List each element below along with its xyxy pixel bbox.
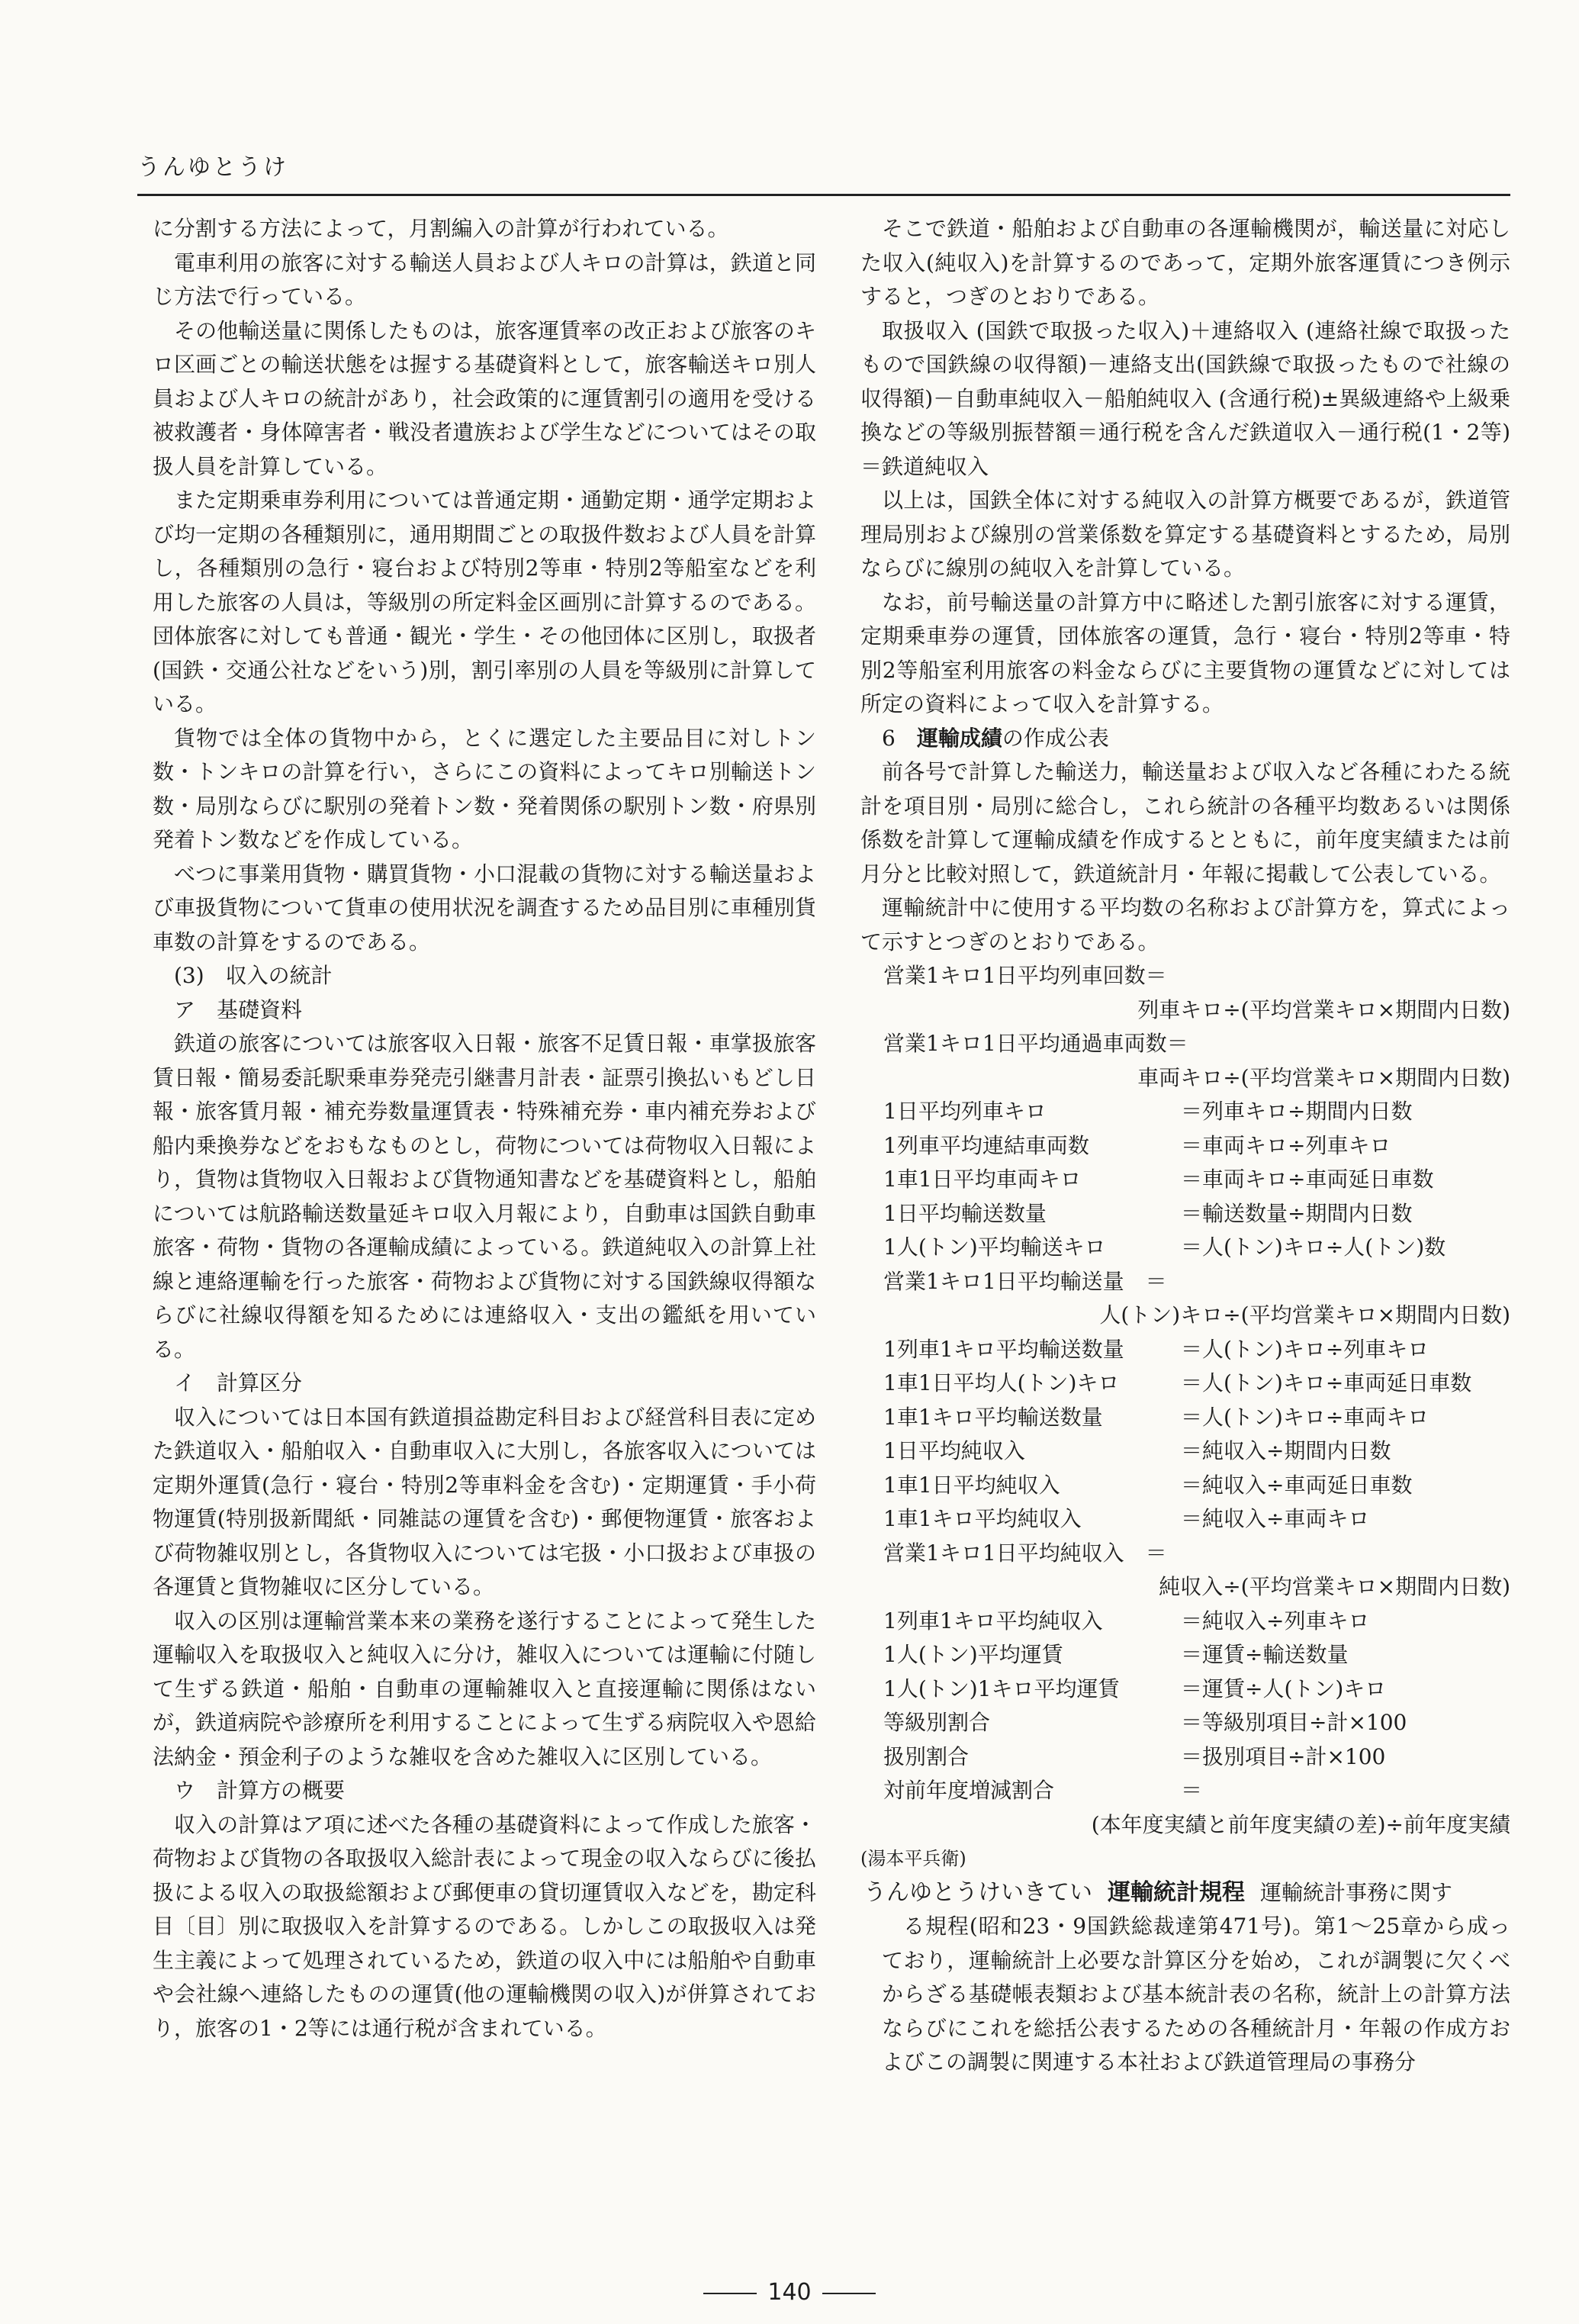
paragraph: 貨物では全体の貨物中から，とくに選定した主要品目に対しトン数・トンキロの計算を行い，さらにこの資料によってキロ別輸送トン数・局別ならびに駅別の発着トン数・発着関係の駅別トン数・府県別発着トン数などを作成している。 [153,725,816,852]
formula-row [860,1469,1510,1503]
author-credit: (湯本平兵衛) [860,1848,966,1869]
formula-head: 営業1キロ1日平均通過車両数＝ [883,1031,1188,1056]
subsection-heading: ウ 計算方の概要 [174,1778,346,1803]
section-title-rest: の作成公表 [1002,725,1109,751]
formula-row [860,1672,1510,1707]
formula-row [860,1231,1510,1265]
formula-lhs: 等級別割合 [883,1710,991,1735]
header-rule [137,194,1510,196]
page-number: 140 [767,2279,812,2306]
formula-lhs: 1人(トン)平均運賃 [883,1642,1063,1667]
paragraph: に分割する方法によって，月割編入の計算が行われている。 [153,216,729,241]
entry-text: 運輸統計事務に関す [1260,1879,1453,1905]
paragraph: 取扱収入 (国鉄で取扱った収入)＋連絡収入 (連絡社線で取扱ったもので国鉄線の収得額)－連絡支出(国鉄線で取扱ったもので社線の収得額)－自動車純収入－船舶純収入 (含通行税)±異級連絡や上級乗換などの等級別振替額＝通行税を含んだ鉄道収入－通行税(1・2等)＝鉄道純収入 [860,317,1510,479]
formula-row [860,1197,1510,1231]
formula-lhs: 1車1キロ平均輸送数量 [883,1404,1103,1430]
right-column [860,212,1510,2080]
formula-row [860,1333,1510,1367]
formula-continuation: 人(トン)キロ÷(平均営業キロ×期間内日数) [1099,1302,1510,1328]
formula-rhs: ＝人(トン)キロ÷車両キロ [1181,1404,1429,1430]
section-title-bold: 運輸成績 [916,725,1002,751]
paragraph: 収入の計算はア項に述べた各種の基礎資料によって作成した旅客・荷物および貨物の各取扱収入総計表によって現金の収入ならびに後払扱による収入の取扱総額および郵便車の貸切運賃収入などを，勘定科目〔目〕別に取扱収入を計算するのである。しかしこの取扱収入は発生主義によって処理されているため，鉄道の収入中には船舶や自動車や会社線へ連絡したものの運賃(他の運輸機関の収入)が併算されており，旅客の1・2等には通行税が含まれている。 [153,1811,816,2041]
subsection-heading: ア 基礎資料 [174,996,303,1022]
formula-rhs: ＝車両キロ÷列車キロ [1181,1132,1391,1158]
formula-row [860,1605,1510,1639]
paragraph: 鉄道の旅客については旅客収入日報・旅客不足賃日報・車掌扱旅客賃日報・簡易委託駅乗車券発売引継書月計表・証票引換払いもどし日報・旅客賃月報・補充券数量運賃表・特殊補充券・車内補充券および船内乗換券などをおもなものとし，荷物については荷物収入日報により，貨物は貨物収入日報および貨物通知書などを基礎資料とし，船舶については航路輸送数量延キロ収入月報により，自動車は国鉄自動車旅客・荷物・貨物の各運輸成績によっている。鉄道純収入の計算上社線と連絡運輸を行った旅客・荷物および貨物に対する国鉄線収得額ならびに社線収得額を知るためには連絡収入・支出の鑑紙を用いている。 [153,1031,816,1362]
paragraph: その他輸送量に関係したものは，旅客運賃率の改正および旅客のキロ区画ごとの輸送状態をは握する基礎資料として，旅客輸送キロ別人員および人キロの統計があり，社会政策的に運賃割引の適用を受ける被救護者・身体障害者・戦没者遺族および学生などについてはその取扱人員を計算している。 [153,317,816,479]
formula-row [860,1706,1510,1740]
paragraph: 前各号で計算した輸送力，輸送量および収入など各種にわたる統計を項目別・局別に総合し，これら統計の各種平均数あるいは関係係数を計算して運輸成績を作成するとともに，前年度実績または前月分と比較対照して，鉄道統計月・年報に掲載して公表している。 [860,759,1510,887]
formula-rhs: ＝列車キロ÷期間内日数 [1181,1099,1413,1124]
formula-row [860,1434,1510,1469]
formula-head: 営業1キロ1日平均純収入 ＝ [883,1540,1167,1566]
formula-rows [860,1095,1510,1265]
formula-row [860,1774,1510,1808]
formula-lhs: 1車1日平均人(トン)キロ [883,1370,1120,1395]
dictionary-entry [842,1876,1510,1910]
formula-head: 営業1キロ1日平均輸送量 ＝ [883,1268,1167,1294]
section-heading: (3) 収入の統計 [174,963,333,988]
formula-rhs: ＝人(トン)キロ÷車両延日車数 [1181,1370,1472,1395]
formula-rhs: ＝輸送数量÷期間内日数 [1181,1200,1413,1226]
formula-row [860,1740,1510,1775]
formula-row [860,1366,1510,1401]
running-title: うんゆとうけ [137,154,288,181]
section-number: 6 [882,725,896,751]
formula-rhs: ＝純収入÷列車キロ [1181,1608,1370,1634]
formula-lhs: 1車1キロ平均純収入 [883,1506,1082,1531]
formula-lhs: 扱別割合 [883,1743,970,1769]
formula-row [860,1502,1510,1537]
left-column [153,212,816,2046]
formula-lhs: 対前年度増減割合 [883,1778,1055,1803]
formula-rhs: ＝純収入÷車両延日車数 [1181,1472,1413,1498]
formula-rhs: ＝ [1181,1778,1203,1803]
formula-block [860,959,1510,1842]
formula-row [860,1129,1510,1164]
footer-dash-right [822,2293,876,2294]
dictionary-entry-body: る規程(昭和23・9国鉄総裁達第471号)。第1～25章から成っており，運輸統計上必要な計算区分を始め，これが調製に欠くべからざる基礎帳表類および基本統計表の名称，統計上の計算方法ならびにこれを総括公表するための各種統計月・年報の作成方およびこの調製に関連する本社および鉄道管理局の事務分 [882,1914,1510,2075]
formula-lhs: 1日平均列車キロ [883,1099,1047,1124]
paragraph: 収入については日本国有鉄道損益勘定科目および経営科目表に定めた鉄道収入・船舶収入・自動車収入に大別し，各旅客収入については定期外運賃(急行・寝台・特別2等車料金を含む)・定期運賃・手小荷物運賃(特別扱新聞紙・同雑誌の運賃を含む)・郵便物運賃・旅客および荷物雑収別とし，各貨物収入については宅扱・小口扱および車扱の各運賃と貨物雑収に区分している。 [153,1404,816,1599]
formula-rhs: ＝人(トン)キロ÷列車キロ [1181,1336,1429,1362]
section-heading [860,722,1510,756]
formula-row [860,1095,1510,1129]
paragraph: なお，前号輸送量の計算方中に略述した割引旅客に対する運賃，定期乗車券の運賃，団体旅客の運賃，急行・寝台・特別2等車・特別2等船室利用旅客の料金ならびに主要貨物の運賃などに対しては所定の資料によって収入を計算する。 [860,589,1510,716]
page-footer [0,2277,1579,2308]
formula-continuation: 純収入÷(平均営業キロ×期間内日数) [1159,1574,1510,1599]
formula-head: 営業1キロ1日平均列車回数＝ [883,963,1167,988]
formula-continuation: (本年度実績と前年度実績の差)÷前年度実績 [1091,1811,1510,1837]
formula-continuation: 車両キロ÷(平均営業キロ×期間内日数) [1137,1064,1510,1090]
formula-rows [860,1605,1510,1808]
paragraph: また定期乗車券利用については普通定期・通勤定期・通学定期および均一定期の各種類別に，通用期間ごとの取扱件数および人員を計算し，各種類別の急行・寝台および特別2等車・特別2等船室などを利用した旅客の人員は，等級別の所定料金区画別に計算するのである。団体旅客に対しても普通・観光・学生・その他団体に区別し，取扱者(国鉄・交通公社などをいう)別，割引率別の人員を等級別に計算している。 [153,488,816,716]
formula-lhs: 1日平均純収入 [883,1438,1025,1463]
formula-rhs: ＝運賃÷輸送数量 [1181,1642,1349,1667]
formula-row [860,1638,1510,1672]
paragraph: 収入の区別は運輸営業本来の業務を遂行することによって発生した運輸収入を取扱収入と純収入に分け，雑収入については運輸に付随して生ずる鉄道・船舶・自動車の運輸雑収入と直接運輸に関係はないが，鉄道病院や診療所を利用することによって生ずる病院収入や恩給法納金・預金利子のような雑収を含めた雑収入に区別している。 [153,1608,816,1769]
entry-term: うんゆとうけいきてい [863,1878,1092,1906]
paragraph: そこで鉄道・船舶および自動車の各運輸機関が，輸送量に対応した収入(純収入)を計算するのであって，定期外旅客運賃につき例示すると，つぎのとおりである。 [860,216,1510,309]
paragraph: 運輸統計中に使用する平均数の名称および計算方を，算式によって示すとつぎのとおりである。 [860,895,1510,954]
formula-rhs: ＝人(トン)キロ÷人(トン)数 [1181,1234,1446,1260]
paragraph: べつに事業用貨物・購買貨物・小口混載の貨物に対する輸送量および車扱貨物について貨車の使用状況を調査するため品目別に車種別貨車数の計算をするのである。 [153,861,816,954]
footer-dash-left [703,2293,757,2294]
subsection-heading: イ 計算区分 [174,1370,303,1395]
formula-lhs: 1車1日平均純収入 [883,1472,1060,1498]
paragraph: 以上は，国鉄全体に対する純収入の計算方概要であるが，鉄道管理局別および線別の営業係数を算定する基礎資料とするため，局別ならびに線別の純収入を計算している。 [860,488,1510,581]
formula-row [860,1163,1510,1197]
formula-rhs: ＝純収入÷車両キロ [1181,1506,1370,1531]
paragraph: 電車利用の旅客に対する輸送人員および人キロの計算は，鉄道と同じ方法で行っている。 [153,249,816,309]
formula-continuation: 列車キロ÷(平均営業キロ×期間内日数) [1137,996,1510,1022]
formula-lhs: 1車1日平均車両キロ [883,1167,1082,1192]
formula-lhs: 1人(トン)1キロ平均運賃 [883,1675,1120,1701]
formula-rhs: ＝等級別項目÷計×100 [1181,1710,1407,1735]
formula-lhs: 1人(トン)平均輸送キロ [883,1234,1106,1260]
formula-lhs: 1日平均輸送数量 [883,1200,1047,1226]
formula-lhs: 1列車1キロ平均純収入 [883,1608,1103,1634]
formula-rhs: ＝運賃÷人(トン)キロ [1181,1675,1387,1701]
formula-rhs: ＝純収入÷期間内日数 [1181,1438,1391,1463]
formula-rhs: ＝車両キロ÷車両延日車数 [1181,1167,1434,1192]
formula-rhs: ＝扱別項目÷計×100 [1181,1743,1386,1769]
formula-rows [860,1333,1510,1537]
formula-lhs: 1列車1キロ平均輸送数量 [883,1336,1124,1362]
entry-title: 運輸統計規程 [1108,1878,1245,1906]
formula-row [860,1401,1510,1435]
formula-lhs: 1列車平均連結車両数 [883,1132,1089,1158]
